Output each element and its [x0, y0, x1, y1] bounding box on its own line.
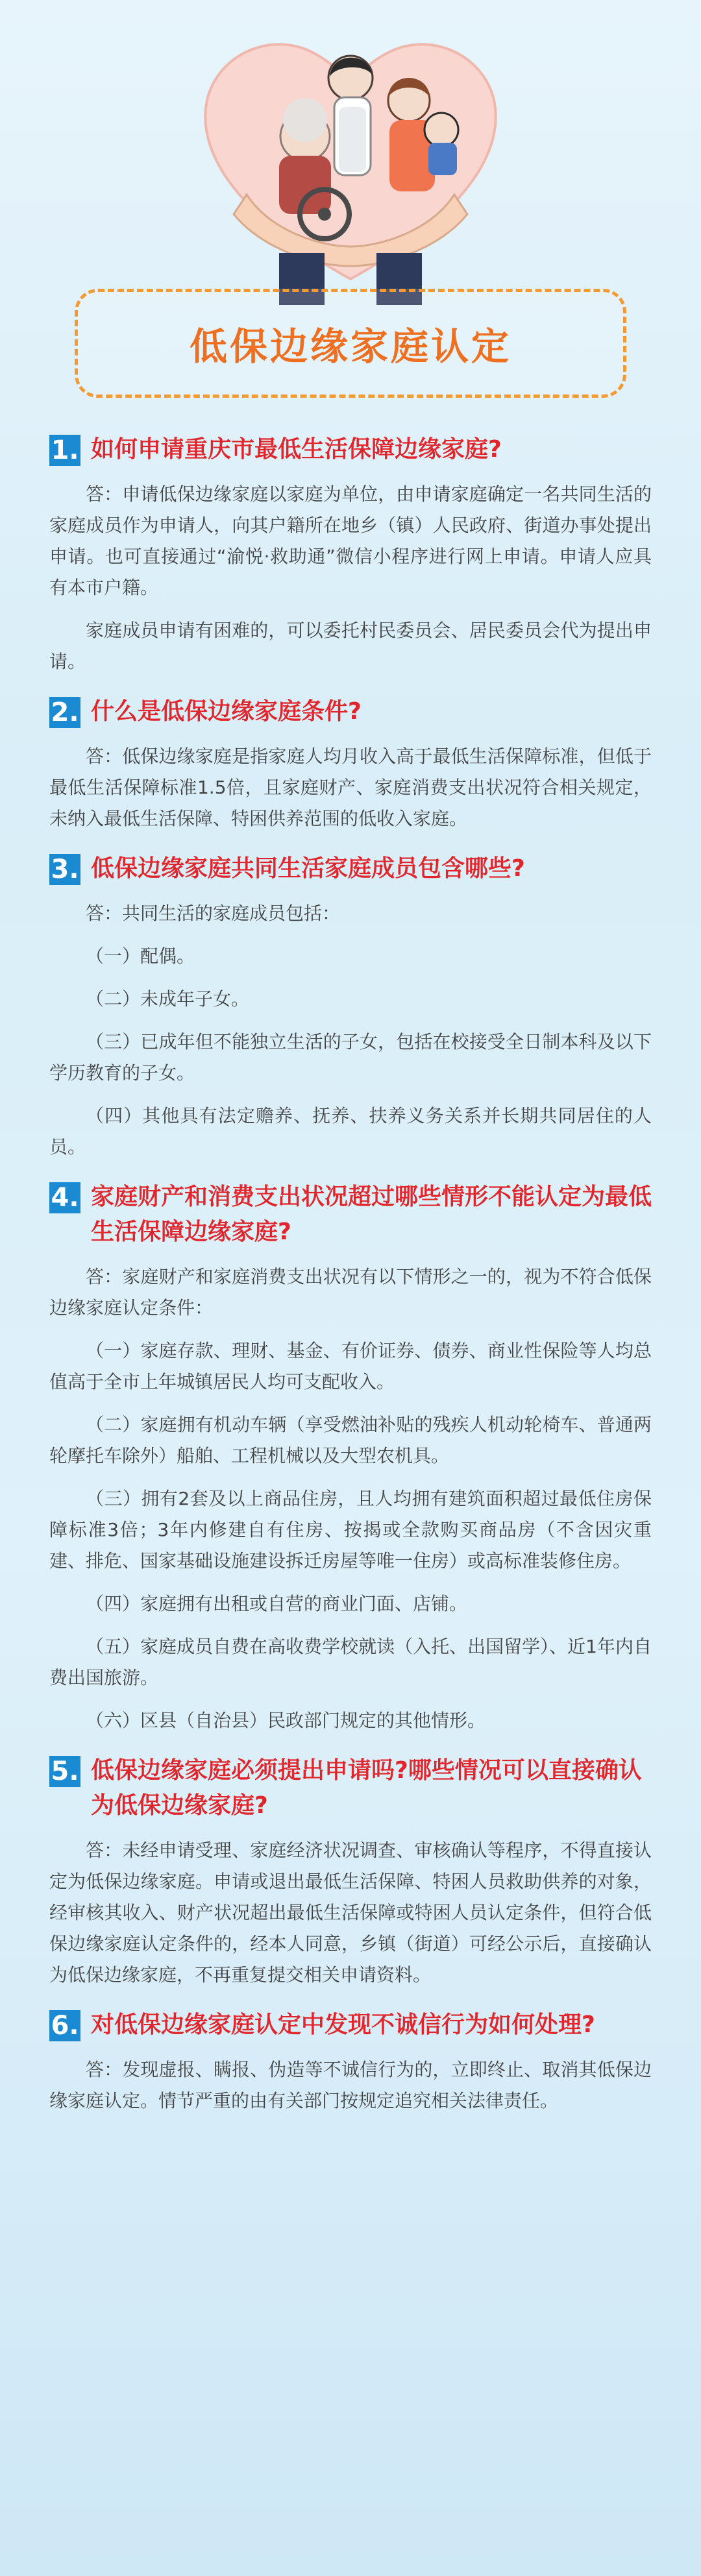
- section-header: [49, 432, 652, 467]
- paragraph: 家庭成员申请有困难的，可以委托村民委员会、居民委员会代为提出申请。: [49, 620, 652, 672]
- paragraph: （三）拥有2套及以上商品住房，且人均拥有建筑面积超过最低住房保障标准3倍；3年内修建自有住房、按揭或全款购买商品房（不含因灾重建、排危、国家基础设施建设拆迁房屋等唯一住房）或高标准装修住房。: [49, 1488, 652, 1572]
- section-title: 低保边缘家庭共同生活家庭成员包含哪些?: [91, 855, 525, 882]
- section-2: [49, 694, 652, 834]
- family-care-illustration-icon: [0, 0, 701, 305]
- section-title: 什么是低保边缘家庭条件?: [91, 698, 362, 725]
- section-header: [49, 1753, 652, 1823]
- section-number: 4.: [49, 1182, 80, 1213]
- section-number: 3.: [49, 854, 80, 885]
- paragraph: （四）其他具有法定赡养、抚养、扶养义务关系并长期共同居住的人员。: [49, 1105, 652, 1158]
- paragraph: （五）家庭成员自费在高收费学校就读（入托、出国留学）、近1年内自费出国旅游。: [49, 1636, 652, 1688]
- section-title: 家庭财产和消费支出状况超过哪些情形不能认定为最低生活保障边缘家庭?: [91, 1184, 652, 1245]
- title-box: [75, 289, 626, 398]
- paragraph: （二）家庭拥有机动车辆（享受燃油补贴的残疾人机动轮椅车、普通两轮摩托车除外）船舶、工程机械以及大型农机具。: [49, 1414, 652, 1466]
- section-header: [49, 694, 652, 729]
- page-title: 低保边缘家庭认定: [189, 324, 511, 369]
- section-number: 6.: [49, 2010, 80, 2041]
- paragraph: （二）未成年子女。: [86, 988, 250, 1010]
- section-number: 2.: [49, 697, 80, 728]
- paragraph: （四）家庭拥有出租或自营的商业门面、店铺。: [86, 1593, 468, 1614]
- paragraph: （一）家庭存款、理财、基金、有价证券、债券、商业性保险等人均总值高于全市上年城镇居民人均可支配收入。: [49, 1340, 652, 1392]
- paragraph: 答：未经申请受理、家庭经济状况调查、审核确认等程序，不得直接认定为低保边缘家庭。申请或退出最低生活保障、特困人员救助供养的对象，经审核其收入、财产状况超出最低生活保障或特困人员认定条件，但符合低保边缘家庭认定条件的，经本人同意，乡镇（街道）可经公示后，直接确认为低保边缘家庭，不再重复提交相关申请资料。: [49, 1840, 652, 1986]
- section-title: 对低保边缘家庭认定中发现不诚信行为如何处理?: [91, 2011, 595, 2038]
- section-header: [49, 2008, 652, 2043]
- paragraph: 答：共同生活的家庭成员包括：: [86, 903, 341, 924]
- paragraph: 答：家庭财产和家庭消费支出状况有以下情形之一的，视为不符合低保边缘家庭认定条件：: [49, 1266, 652, 1318]
- section-6: [49, 2008, 652, 2117]
- section-1: [49, 432, 652, 677]
- section-header: [49, 1180, 652, 1250]
- hero-illustration: [0, 0, 701, 305]
- section-5: [49, 1753, 652, 1991]
- paragraph: （一）配偶。: [86, 945, 195, 967]
- section-4: [49, 1180, 652, 1736]
- paragraph: 答：发现虚报、瞒报、伪造等不诚信行为的，立即终止、取消其低保边缘家庭认定。情节严重的由有关部门按规定追究相关法律责任。: [49, 2059, 652, 2111]
- section-title: 低保边缘家庭必须提出申请吗?哪些情况可以直接确认为低保边缘家庭?: [91, 1757, 642, 1819]
- section-number: 5.: [49, 1756, 80, 1787]
- section-number: 1.: [49, 435, 80, 466]
- section-title: 如何申请重庆市最低生活保障边缘家庭?: [91, 436, 502, 463]
- paragraph: （三）已成年但不能独立生活的子女，包括在校接受全日制本科及以下学历教育的子女。: [49, 1031, 652, 1084]
- paragraph: 答：申请低保边缘家庭以家庭为单位，由申请家庭确定一名共同生活的家庭成员作为申请人，向其户籍所在地乡（镇）人民政府、街道办事处提出申请。也可直接通过“渝悦·救助通”微信小程序进行网上申请。申请人应具有本市户籍。: [49, 483, 652, 598]
- section-3: [49, 851, 652, 1163]
- section-header: [49, 851, 652, 886]
- paragraph: （六）区县（自治县）民政部门规定的其他情形。: [86, 1710, 486, 1731]
- paragraph: 答：低保边缘家庭是指家庭人均月收入高于最低生活保障标准，但低于最低生活保障标准1.5倍，且家庭财产、家庭消费支出状况符合相关规定，未纳入最低生活保障、特困供养范围的低收入家庭。: [49, 746, 652, 829]
- content: [0, 415, 701, 2128]
